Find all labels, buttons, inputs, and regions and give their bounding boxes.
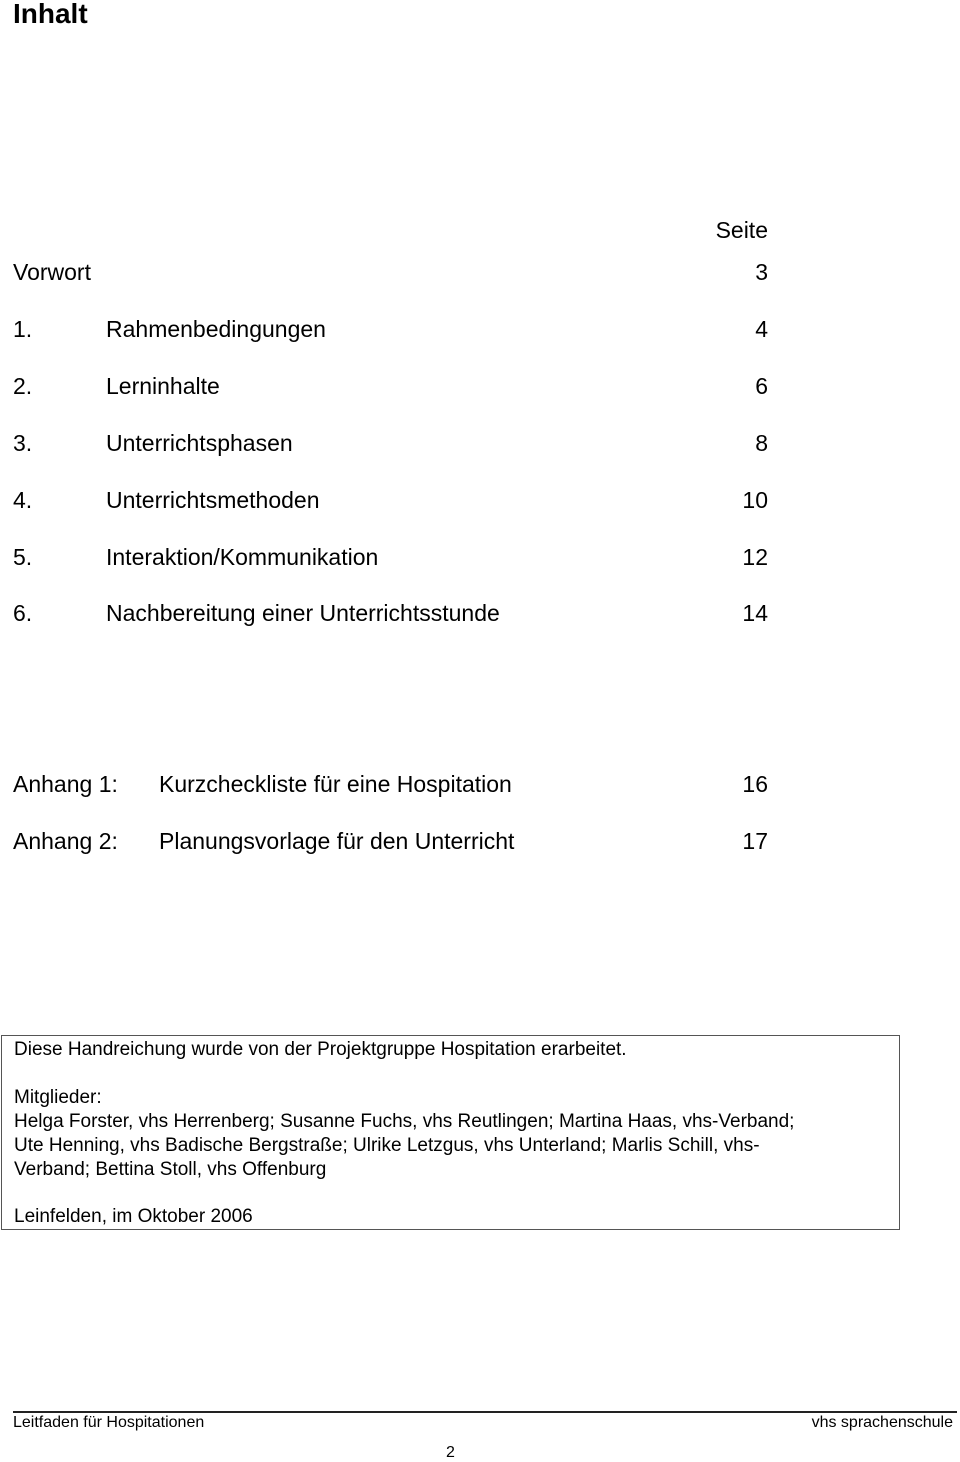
page-title: Inhalt xyxy=(13,0,88,29)
toc-entry-number: 4. xyxy=(13,487,33,513)
toc-entry-vorwort-label: Vorwort xyxy=(13,259,91,285)
appendix-label: Anhang 1: xyxy=(13,771,118,797)
toc-entry-page: 10 xyxy=(742,487,768,513)
credits-intro: Diese Handreichung wurde von der Projektgruppe Hospitation erarbeitet. xyxy=(14,1039,627,1060)
toc-entry-page: 6 xyxy=(755,373,768,399)
members-label: Mitglieder: xyxy=(14,1087,102,1108)
toc-entry-number: 6. xyxy=(13,600,33,626)
footer-left: Leitfaden für Hospitationen xyxy=(13,1414,205,1431)
appendix-page: 17 xyxy=(742,828,768,854)
toc-entry-number: 5. xyxy=(13,544,33,570)
appendix-title: Planungsvorlage für den Unterricht xyxy=(159,828,515,854)
page-column-header: Seite xyxy=(715,217,768,243)
toc-entry-label: Nachbereitung einer Unterrichtsstunde xyxy=(106,600,500,626)
toc-entry-label: Unterrichtsmethoden xyxy=(106,487,320,513)
page-number: 2 xyxy=(446,1444,455,1461)
members-line: Helga Forster, vhs Herrenberg; Susanne Fuchs, vhs Reutlingen; Martina Haas, vhs-Verband; xyxy=(14,1111,795,1132)
toc-entry-number: 3. xyxy=(13,430,33,456)
toc-entry-number: 2. xyxy=(13,373,33,399)
members-line: Verband; Bettina Stoll, vhs Offenburg xyxy=(14,1159,327,1180)
toc-entry-page: 12 xyxy=(742,544,768,570)
toc-entry-page: 14 xyxy=(742,600,768,626)
appendix-label: Anhang 2: xyxy=(13,828,118,854)
toc-entry-label: Lerninhalte xyxy=(106,373,220,399)
toc-entry-number: 1. xyxy=(13,316,33,342)
footer-divider xyxy=(13,1411,957,1413)
footer-right: vhs sprachenschule xyxy=(811,1414,953,1431)
appendix-title: Kurzcheckliste für eine Hospitation xyxy=(159,771,512,797)
toc-entry-label: Unterrichtsphasen xyxy=(106,430,293,456)
appendix-page: 16 xyxy=(742,771,768,797)
toc-entry-page: 4 xyxy=(755,316,768,342)
members-line: Ute Henning, vhs Badische Bergstraße; Ulrike Letzgus, vhs Unterland; Marlis Schill, vhs- xyxy=(14,1135,760,1156)
toc-entry-label: Interaktion/Kommunikation xyxy=(106,544,379,570)
place-date: Leinfelden, im Oktober 2006 xyxy=(14,1206,253,1227)
toc-entry-page: 8 xyxy=(755,430,768,456)
toc-entry-label: Rahmenbedingungen xyxy=(106,316,326,342)
credits-box xyxy=(1,1035,900,1230)
toc-entry-vorwort-page: 3 xyxy=(755,259,768,285)
